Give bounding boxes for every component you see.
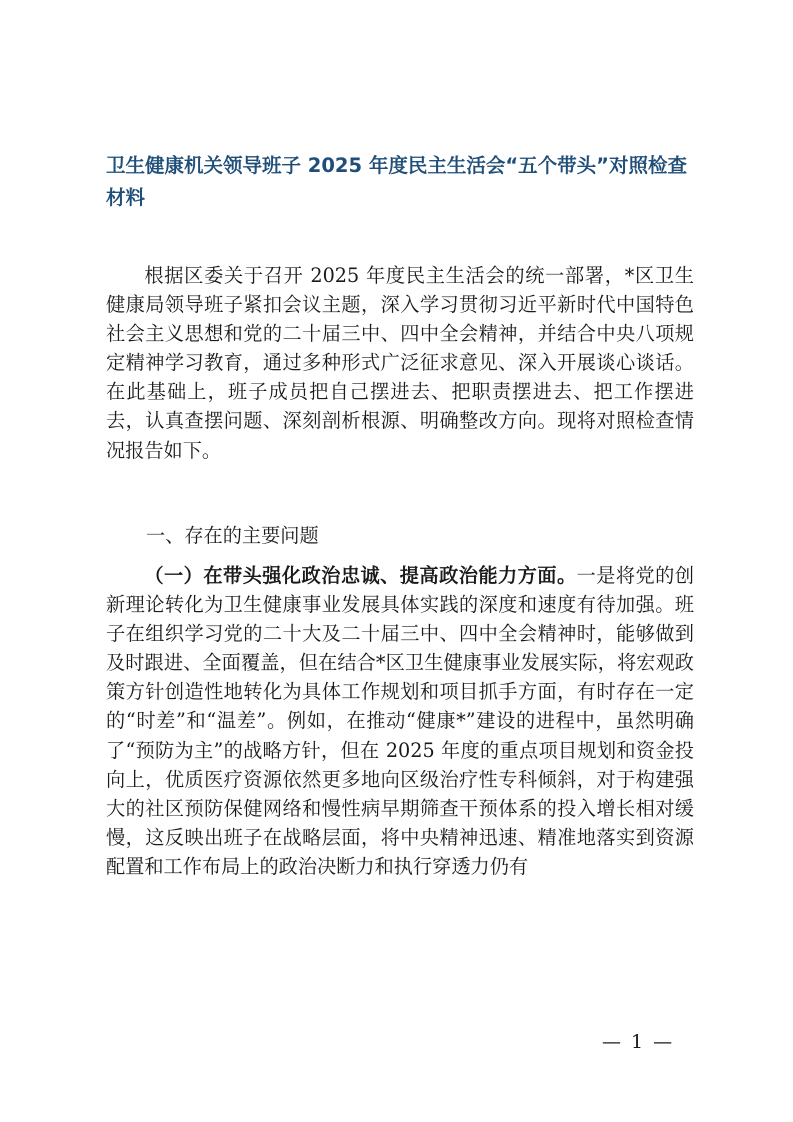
problem-paragraph xyxy=(106,561,694,881)
page-number: — 1 — xyxy=(602,1031,675,1053)
document-title: 卫生健康机关领导班子 2025 年度民主生活会“五个带头”对照检查材料 xyxy=(106,154,687,209)
subsection-body: 一是将党的创新理论转化为卫生健康事业发展具体实践的深度和速度有待加强。班子在组织学习党的二十大及二十届三中、四中全会精神时，能够做到及时跟进、全面覆盖，但在结合*区卫生健康事业发展实际，将宏观政策方针创造性地转化为具体工作规划和项目抓手方面，有时存在一定的“时差”和“温差”。例如，在推动“健康*”建设的进程中，虽然明确了“预防为主”的战略方针，但在 2025 年度的重点项目规划和资金投向上，优质医疗资源依然更多地向区级治疗性专科倾斜，对于构建强大的社区预防保健网络和慢性病早期筛查干预体系的投入增长相对缓慢，这反映出班子在战略层面，将中央精神迅速、精准地落实到资源配置和工作布局上的政治决断力和执行穿透力仍有 xyxy=(106,564,695,878)
subsection-lead: （一）在带头强化政治忠诚、提高政治能力方面。 xyxy=(144,564,577,587)
intro-paragraph: 根据区委关于召开 2025 年度民主生活会的统一部署，*区卫生健康局领导班子紧扣会议主题，深入学习贯彻习近平新时代中国特色社会主义思想和党的二十届三中、四中全会精神，并结合中央八项规定精神学习教育，通过多种形式广泛征求意见、深入开展谈心谈话。在此基础上，班子成员把自己摆进去、把职责摆进去、把工作摆进去，认真查摆问题、深刻剖析根源、明确整改方向。现将对照检查情况报告如下。 xyxy=(106,264,694,462)
section-heading: 一、存在的主要问题 xyxy=(146,524,319,547)
